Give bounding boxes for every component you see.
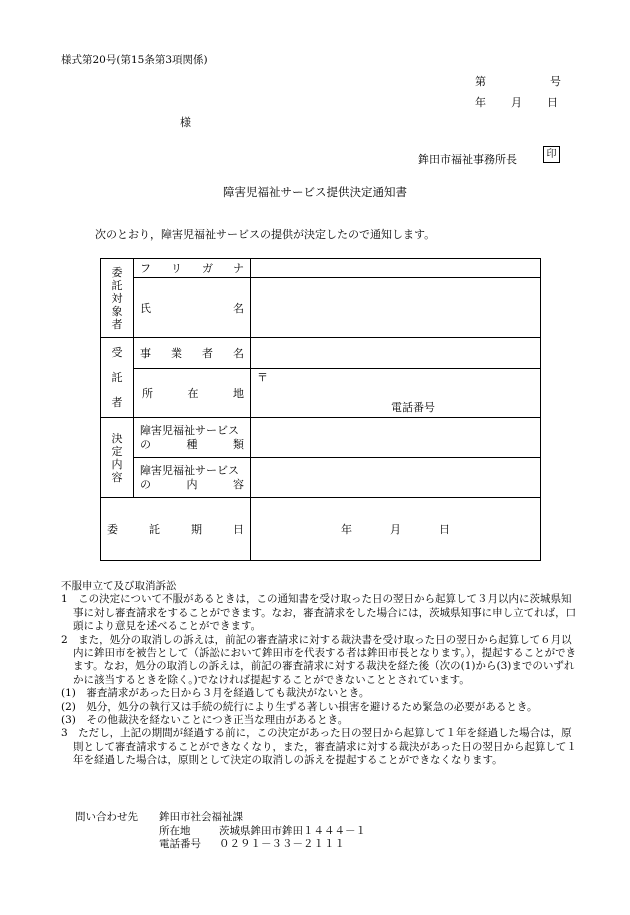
period-label: 委 託 期 日 <box>101 498 251 561</box>
contact-info <box>75 811 366 852</box>
date-month: 月 <box>511 96 522 109</box>
contact-label: 問い合わせ先 <box>75 811 138 823</box>
date-day: 日 <box>547 96 558 109</box>
subject-group-label: 委 託 対 象 者 <box>101 259 134 338</box>
note-item-2: 2 また，処分の取消しの訴えは，前記の審査請求に対する裁決書を受け取った日の翌日から起算して６月以内に鉾田市を被告として（訴訟において鉾田市を代表する者は鉾田市長となります。），提起することができます。なお，処分の取消しの訴えは，前記の審査請求に対する裁決を経た後（次の(1)から(3)までのいずれかに該当するときを除く。)でなければ提起することができないこととされています。 <box>61 633 577 686</box>
note-subitem-3: (3) その他裁決を経ないことにつき正当な理由があるとき。 <box>61 714 349 727</box>
service-type-field[interactable] <box>251 418 541 458</box>
contractor-group-label: 受 託 者 <box>101 338 134 418</box>
business-name-label: 事 業 者 名 <box>134 338 251 369</box>
note-item-1: 1 この決定について不服があるときは，この通知書を受け取った日の翌日から起算して３月以内に茨城県知事に対し審査請求をすることができます。なお，審査請求をした場合には，茨城県知事に申し立てれば，口頭により意見を述べることができます。 <box>61 593 577 633</box>
note-subitem-1: (1) 審査請求があった日から３月を経過しても裁決がないとき。 <box>61 687 370 700</box>
document-number-label: 第 <box>475 75 486 88</box>
seal-stamp: 印 <box>543 146 560 163</box>
address-label: 所在地 <box>159 824 191 837</box>
service-content-field[interactable] <box>251 458 541 498</box>
phone-label: 電話番号 <box>391 401 435 414</box>
location-label: 所 在 地 <box>134 369 251 418</box>
furigana-label: フ リ ガ ナ <box>134 259 251 278</box>
name-field[interactable] <box>251 278 541 338</box>
appeal-notes <box>61 580 581 768</box>
recipient-honorific: 様 <box>180 116 191 129</box>
document-title: 障害児福祉サービス提供決定通知書 <box>223 185 407 199</box>
contact-phone-label: 電話番号 <box>159 838 201 850</box>
note-subitem-2: (2) 処分，処分の執行又は手続の続行により生ずる著しい損害を避けるため緊急の必要があるとき。 <box>61 700 538 713</box>
note-item-3: 3 ただし，上記の期間が経過する前に，この決定があった日の翌日から起算して１年を経過した場合は，原則として審査請求することができなくなり，また，審査請求に対する裁決があった日の翌日から起算して１年を経過した場合は，原則として決定の取消しの訴えを提起することができなくなります。 <box>61 727 577 767</box>
date-year: 年 <box>475 96 486 109</box>
contact-phone-value: ０２９１－３３－２１１１ <box>219 838 345 850</box>
notes-heading: 不服申立て及び取消訴訟 <box>61 580 177 592</box>
notice-form-table <box>100 258 541 561</box>
location-field[interactable] <box>251 369 541 418</box>
document-number-suffix: 号 <box>550 75 561 88</box>
service-type-label: 障害児福祉サービス の 種 類 <box>134 418 251 458</box>
issuer-name: 鉾田市福祉事務所長 <box>418 153 517 166</box>
form-number: 様式第20号(第15条第3項関係) <box>61 54 208 66</box>
intro-text: 次のとおり，障害児福祉サービスの提供が決定したので通知します。 <box>95 228 436 241</box>
business-name-field[interactable] <box>251 338 541 369</box>
decision-group-label: 決 定 内 容 <box>101 418 134 498</box>
address-value: 茨城県鉾田市鉾田１４４４－１ <box>219 824 366 837</box>
period-date-field[interactable]: 年 月 日 <box>251 498 541 561</box>
contact-department: 鉾田市社会福祉課 <box>159 811 243 823</box>
furigana-field[interactable] <box>251 259 541 278</box>
service-content-label: 障害児福祉サービス の 内 容 <box>134 458 251 498</box>
name-label: 氏 名 <box>134 278 251 338</box>
postal-mark: 〒 <box>257 371 268 384</box>
